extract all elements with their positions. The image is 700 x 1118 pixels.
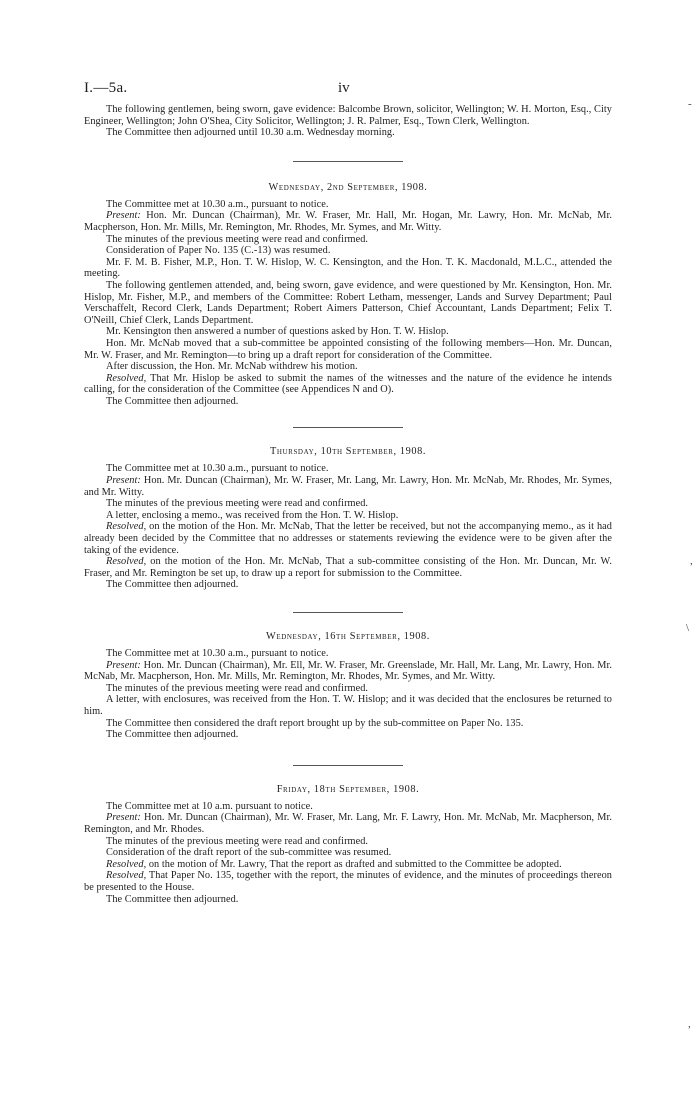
minute-paragraph [84, 579, 612, 591]
meeting-section [84, 161, 612, 408]
minute-paragraph [84, 199, 612, 211]
paragraph-text: The Committee met at 10 a.m. pursuant to notice. [106, 800, 313, 812]
paragraph-text: The minutes of the previous meeting were read and confirmed. [106, 682, 369, 694]
paragraph-label: Resolved, [106, 372, 147, 384]
section-divider [293, 161, 403, 162]
paragraph-text: on the motion of the Hon. Mr. McNab, That the letter be received, but not the accompanying memo., as it had already been decided by the Committee that no addresses or statements reviewing the evidence were to be given after the taking of the evidence. [84, 521, 612, 556]
margin-mark: , [690, 555, 693, 567]
minute-paragraph [84, 718, 612, 730]
paragraph-text: The Committee met at 10.30 a.m., pursuant to notice. [106, 648, 329, 659]
paragraph-text: The minutes of the previous meeting were read and confirmed. [106, 233, 369, 245]
paragraph-text: The Committee then adjourned. [106, 729, 239, 741]
paragraph-text: The Committee then adjourned. [106, 893, 239, 905]
minute-paragraph [84, 648, 612, 660]
paragraph-text: Mr. Kensington then answered a number of questions asked by Hon. T. W. Hislop. [106, 326, 449, 338]
paragraph-text: The Committee then adjourned. [106, 579, 239, 591]
minute-paragraph [84, 361, 612, 373]
meeting-date: Friday, 18th September, 1908. [276, 783, 420, 795]
document-page [84, 78, 612, 905]
paragraph-text: Consideration of the draft report of the sub-committee was resumed. [106, 847, 392, 859]
meeting-section [84, 612, 612, 741]
margin-mark: - [688, 98, 692, 110]
paragraph-label: Present: [106, 210, 141, 222]
paper-reference: I.—5a. [84, 80, 128, 96]
section-divider [293, 427, 403, 428]
paragraph-text: Mr. F. M. B. Fisher, M.P., Hon. T. W. Hislop, W. C. Kensington, and the Hon. T. K. Macdonald, M.L.C., attended the meeting. [84, 256, 612, 280]
minute-paragraph [84, 210, 612, 233]
paragraph-text: The Committee then adjourned. [106, 395, 239, 407]
minute-paragraph [84, 683, 612, 695]
paragraph-text: on the motion of the Hon. Mr. McNab, That a sub-committee consisting of the Hon. Mr. Duncan, Mr. W. Fraser, and Mr. Remington be set up, to draw up a report for submission to the Committee. [84, 556, 612, 579]
paragraph-text: The Committee met at 10.30 a.m., pursuant to notice. [106, 463, 329, 475]
meeting-date: Thursday, 10th September, 1908. [269, 446, 427, 458]
section-divider [293, 612, 403, 613]
paragraph-text: Consideration of Paper No. 135 (C.-13) was resumed. [106, 245, 331, 257]
minute-paragraph [84, 812, 612, 835]
paragraph-label: Resolved, [106, 858, 147, 870]
paragraph-text: That Paper No. 135, together with the report, the minutes of evidence, and the minutes of proceedings thereon be presented to the House. [84, 870, 612, 893]
meeting-section [84, 427, 612, 591]
minute-paragraph [84, 498, 612, 510]
minute-paragraph [84, 396, 612, 408]
minute-paragraph [84, 870, 612, 893]
meeting-section [84, 765, 612, 905]
paragraph-text: Hon. Mr. Duncan (Chairman), Mr. W. Fraser, Mr. Lang, Mr. F. Lawry, Hon. Mr. McNab, Mr. Macpherson, Mr. Remington, and Mr. Rhodes. [84, 812, 612, 835]
minute-paragraph [84, 510, 612, 522]
minute-paragraph [84, 234, 612, 246]
paragraph-label: Resolved, [106, 556, 147, 568]
paragraph-text: Hon. Mr. McNab moved that a sub-committee be appointed consisting of the following members—Hon. Mr. Duncan, Mr. W. Fraser, and Mr. Remington—to bring up a draft report for consideration of the Committee. [84, 337, 612, 361]
paragraph-text: The Committee then considered the draft report brought up by the sub-committee on Paper No. 135. [106, 717, 524, 729]
paragraph-text: The Committee met at 10.30 a.m., pursuant to notice. [106, 198, 329, 210]
page-header [84, 78, 612, 100]
paragraph-label: Resolved, [106, 521, 147, 533]
paragraph-text: That Mr. Hislop be asked to submit the names of the witnesses and the nature of the evidence he intends calling, for the consideration of the Committee (see Appendices N and O). [84, 372, 612, 396]
intro-paragraph: The following gentlemen, being sworn, gave evidence: Balcombe Brown, solicitor, Wellington; W. H. Morton, Esq., City Engineer, Wellington; John O'Shea, City Solicitor, Wellington; J. R. Palmer, Esq., Town Clerk, Wellington. [84, 104, 612, 127]
page-number: iv [338, 80, 350, 96]
intro-block [84, 104, 612, 139]
minute-paragraph [84, 521, 612, 556]
intro-paragraph: The Committee then adjourned until 10.30 a.m. Wednesday morning. [106, 127, 395, 139]
minute-paragraph [84, 326, 612, 338]
paragraph-text: The minutes of the previous meeting were read and confirmed. [106, 835, 369, 847]
paragraph-label: Present: [106, 812, 141, 824]
minute-paragraph [84, 556, 612, 579]
paragraph-label: Resolved, [106, 870, 147, 882]
meeting-date: Wednesday, 2nd September, 1908. [268, 181, 428, 193]
minute-paragraph [84, 694, 612, 717]
paragraph-text: After discussion, the Hon. Mr. McNab withdrew his motion. [106, 361, 358, 373]
minute-paragraph [84, 338, 612, 361]
paragraph-text: A letter, enclosing a memo., was received from the Hon. T. W. Hislop. [106, 509, 399, 521]
minute-paragraph [84, 660, 612, 683]
minute-paragraph [84, 801, 612, 813]
minute-paragraph [84, 729, 612, 741]
minute-paragraph [84, 847, 612, 859]
minute-paragraph [84, 894, 612, 906]
minute-paragraph [84, 280, 612, 326]
paragraph-text: Hon. Mr. Duncan (Chairman), Mr. W. Fraser, Mr. Lang, Mr. Lawry, Hon. Mr. McNab, Mr. Rhodes, Mr. Symes, and Mr. Witty. [84, 475, 612, 498]
margin-mark: \ [686, 622, 690, 634]
paragraph-text: A letter, with enclosures, was received from the Hon. T. W. Hislop; and it was decided that the enclosures be returned to him. [84, 694, 612, 717]
margin-mark: , [688, 1018, 691, 1030]
paragraph-text: Hon. Mr. Duncan (Chairman), Mr. Ell, Mr. W. Fraser, Mr. Greenslade, Mr. Hall, Mr. Lang, Mr. Lawry, Hon. Mr. McNab, Mr. Macpherson, Hon. Mr. Mills, Mr. Remington, Mr. Rhodes, Mr. Symes, and Mr. Witty. [84, 659, 612, 683]
minute-paragraph [84, 257, 612, 280]
minute-paragraph [84, 475, 612, 498]
minute-paragraph [84, 859, 612, 871]
section-divider [293, 765, 403, 766]
paragraph-text: The minutes of the previous meeting were read and confirmed. [106, 498, 369, 510]
meeting-records [84, 161, 612, 905]
paragraph-text: Hon. Mr. Duncan (Chairman), Mr. W. Fraser, Mr. Hall, Mr. Hogan, Mr. Lawry, Hon. Mr. McNab, Mr. Macpherson, Hon. Mr. Mills, Mr. Remington, Mr. Rhodes, Mr. Symes, and Mr. Witty. [84, 210, 612, 233]
paragraph-label: Present: [106, 475, 141, 487]
paragraph-text: The following gentlemen attended, and, being sworn, gave evidence, and were questioned by Mr. Kensington, Hon. Mr. Hislop, Mr. Fisher, M.P., and members of the Committee: Robert Letham, messenger, Lands and Survey Department; Paul Verschaffelt, Record Clerk, Lands Department; Robert Aimers Patterson, Chief Accountant, Lands Department; Felix T. O'Neill, Chief Clerk, Lands Department. [84, 279, 612, 326]
meeting-date: Wednesday, 16th September, 1908. [266, 631, 430, 642]
paragraph-text: on the motion of Mr. Lawry, That the report as drafted and submitted to the Committee be adopted. [146, 858, 562, 870]
minute-paragraph [84, 836, 612, 848]
minute-paragraph [84, 373, 612, 396]
minute-paragraph [84, 245, 612, 257]
minute-paragraph [84, 463, 612, 475]
paragraph-label: Present: [106, 659, 141, 671]
